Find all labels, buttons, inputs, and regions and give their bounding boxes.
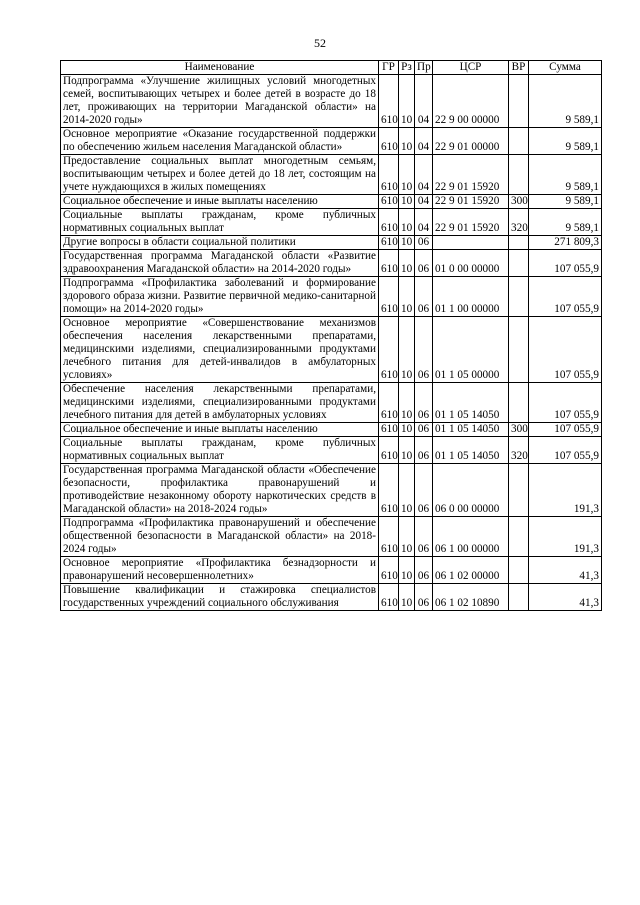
table-row — [61, 250, 602, 277]
cell-name: Повышение квалификации и стажировка специалистов государственных учреждений социального обслуживания — [61, 584, 379, 611]
cell-gr: 610 — [379, 75, 399, 128]
cell-rz: 10 — [399, 437, 415, 464]
cell-vr — [509, 557, 529, 584]
header-csr: ЦСР — [433, 61, 509, 75]
cell-name: Основное мероприятие «Оказание государственной поддержки по обеспечению жильем населения Магаданской области» — [61, 128, 379, 155]
cell-name: Подпрограмма «Профилактика правонарушений и обеспечение общественной безопасности в Магаданской области» на 2018-2024 годы» — [61, 517, 379, 557]
cell-csr: 22 9 01 15920 — [433, 155, 509, 195]
cell-rz: 10 — [399, 277, 415, 317]
cell-gr: 610 — [379, 584, 399, 611]
cell-csr: 01 1 00 00000 — [433, 277, 509, 317]
cell-gr: 610 — [379, 517, 399, 557]
cell-pr: 04 — [415, 209, 433, 236]
cell-pr: 04 — [415, 128, 433, 155]
cell-rz: 10 — [399, 383, 415, 423]
cell-vr — [509, 464, 529, 517]
cell-pr: 06 — [415, 557, 433, 584]
cell-rz: 10 — [399, 128, 415, 155]
cell-name: Подпрограмма «Профилактика заболеваний и формирование здорового образа жизни. Развитие первичной медико-санитарной помощи» на 2014-2020 годы» — [61, 277, 379, 317]
cell-gr: 610 — [379, 236, 399, 250]
cell-gr: 610 — [379, 128, 399, 155]
cell-name: Обеспечение населения лекарственными препаратами, медицинскими изделиями, специализированными продуктами лечебного питания для детей в амбулаторных условиях — [61, 383, 379, 423]
cell-csr: 01 0 00 00000 — [433, 250, 509, 277]
cell-sum: 107 055,9 — [529, 437, 602, 464]
cell-vr — [509, 155, 529, 195]
header-vr: ВР — [509, 61, 529, 75]
cell-pr: 04 — [415, 195, 433, 209]
cell-name: Основное мероприятие «Профилактика безнадзорности и правонарушений несовершеннолетних» — [61, 557, 379, 584]
cell-sum: 107 055,9 — [529, 250, 602, 277]
cell-name: Социальное обеспечение и иные выплаты населению — [61, 195, 379, 209]
cell-gr: 610 — [379, 277, 399, 317]
cell-csr: 22 9 00 00000 — [433, 75, 509, 128]
cell-name: Другие вопросы в области социальной политики — [61, 236, 379, 250]
cell-csr: 06 1 02 10890 — [433, 584, 509, 611]
table-row — [61, 236, 602, 250]
cell-csr: 06 1 00 00000 — [433, 517, 509, 557]
cell-vr: 320 — [509, 209, 529, 236]
cell-gr: 610 — [379, 195, 399, 209]
cell-name: Социальные выплаты гражданам, кроме публичных нормативных социальных выплат — [61, 209, 379, 236]
cell-rz: 10 — [399, 75, 415, 128]
header-rz: Рз — [399, 61, 415, 75]
cell-vr — [509, 75, 529, 128]
cell-rz: 10 — [399, 250, 415, 277]
cell-csr: 22 9 01 00000 — [433, 128, 509, 155]
cell-gr: 610 — [379, 557, 399, 584]
cell-name: Предоставление социальных выплат многодетным семьям, воспитывающим четырех и более детей до 18 лет, состоящим на учете нуждающихся в жилых помещениях — [61, 155, 379, 195]
cell-pr: 04 — [415, 155, 433, 195]
cell-vr — [509, 584, 529, 611]
cell-vr — [509, 383, 529, 423]
table-row — [61, 155, 602, 195]
cell-sum: 191,3 — [529, 464, 602, 517]
cell-sum: 9 589,1 — [529, 195, 602, 209]
cell-pr: 06 — [415, 383, 433, 423]
cell-pr: 06 — [415, 464, 433, 517]
cell-vr — [509, 250, 529, 277]
cell-csr: 01 1 05 00000 — [433, 317, 509, 383]
cell-name: Государственная программа Магаданской области «Развитие здравоохранения Магаданской области» на 2014-2020 годы» — [61, 250, 379, 277]
table-row — [61, 195, 602, 209]
table-row — [61, 464, 602, 517]
cell-gr: 610 — [379, 423, 399, 437]
cell-sum: 9 589,1 — [529, 209, 602, 236]
cell-pr: 06 — [415, 317, 433, 383]
cell-gr: 610 — [379, 250, 399, 277]
page-number: 52 — [314, 36, 326, 50]
cell-sum: 107 055,9 — [529, 383, 602, 423]
cell-sum: 9 589,1 — [529, 128, 602, 155]
cell-name: Социальные выплаты гражданам, кроме публичных нормативных социальных выплат — [61, 437, 379, 464]
cell-csr: 01 1 05 14050 — [433, 437, 509, 464]
table-row — [61, 437, 602, 464]
cell-csr: 22 9 01 15920 — [433, 209, 509, 236]
cell-csr — [433, 236, 509, 250]
cell-rz: 10 — [399, 584, 415, 611]
cell-name: Социальное обеспечение и иные выплаты населению — [61, 423, 379, 437]
cell-sum: 9 589,1 — [529, 155, 602, 195]
cell-pr: 04 — [415, 75, 433, 128]
cell-vr: 300 — [509, 423, 529, 437]
cell-name: Государственная программа Магаданской области «Обеспечение безопасности, профилактика правонарушений и противодействие незаконному обороту наркотических средств в Магаданской области» на 2018-2024 годы» — [61, 464, 379, 517]
cell-rz: 10 — [399, 464, 415, 517]
cell-vr — [509, 277, 529, 317]
table-row — [61, 423, 602, 437]
table-row — [61, 317, 602, 383]
table-row — [61, 277, 602, 317]
cell-rz: 10 — [399, 423, 415, 437]
cell-rz: 10 — [399, 209, 415, 236]
cell-vr — [509, 517, 529, 557]
cell-sum: 107 055,9 — [529, 317, 602, 383]
cell-rz: 10 — [399, 317, 415, 383]
cell-vr: 300 — [509, 195, 529, 209]
cell-sum: 107 055,9 — [529, 277, 602, 317]
cell-vr — [509, 236, 529, 250]
table-row — [61, 209, 602, 236]
cell-rz: 10 — [399, 155, 415, 195]
cell-gr: 610 — [379, 209, 399, 236]
cell-name: Основное мероприятие «Совершенствование механизмов обеспечения населения лекарственными препаратами, медицинскими изделиями, специализированными продуктами лечебного питания для детей-инвалидов в амбулаторных условиях» — [61, 317, 379, 383]
cell-csr: 06 0 00 00000 — [433, 464, 509, 517]
cell-gr: 610 — [379, 155, 399, 195]
cell-vr: 320 — [509, 437, 529, 464]
cell-csr: 01 1 05 14050 — [433, 383, 509, 423]
table-row — [61, 584, 602, 611]
cell-csr: 01 1 05 14050 — [433, 423, 509, 437]
cell-csr: 22 9 01 15920 — [433, 195, 509, 209]
cell-csr: 06 1 02 00000 — [433, 557, 509, 584]
header-pr: Пр — [415, 61, 433, 75]
cell-gr: 610 — [379, 317, 399, 383]
table-row — [61, 383, 602, 423]
cell-pr: 06 — [415, 236, 433, 250]
header-gr: ГР — [379, 61, 399, 75]
cell-sum: 9 589,1 — [529, 75, 602, 128]
cell-pr: 06 — [415, 584, 433, 611]
cell-sum: 191,3 — [529, 517, 602, 557]
budget-table — [60, 60, 602, 611]
header-sum: Сумма — [529, 61, 602, 75]
cell-pr: 06 — [415, 277, 433, 317]
cell-sum: 41,3 — [529, 557, 602, 584]
cell-vr — [509, 128, 529, 155]
table-header-row — [61, 61, 602, 75]
cell-gr: 610 — [379, 464, 399, 517]
table-row — [61, 517, 602, 557]
table-body — [61, 75, 602, 611]
cell-pr: 06 — [415, 517, 433, 557]
cell-gr: 610 — [379, 383, 399, 423]
cell-pr: 06 — [415, 437, 433, 464]
cell-rz: 10 — [399, 557, 415, 584]
cell-gr: 610 — [379, 437, 399, 464]
cell-pr: 06 — [415, 423, 433, 437]
cell-rz: 10 — [399, 236, 415, 250]
cell-rz: 10 — [399, 195, 415, 209]
cell-name: Подпрограмма «Улучшение жилищных условий многодетных семей, воспитывающих четырех и более детей в возрасте до 18 лет, проживающих на территории Магаданской области» на 2014-2020 годы» — [61, 75, 379, 128]
cell-sum: 271 809,3 — [529, 236, 602, 250]
table-row — [61, 557, 602, 584]
cell-sum: 107 055,9 — [529, 423, 602, 437]
cell-sum: 41,3 — [529, 584, 602, 611]
cell-rz: 10 — [399, 517, 415, 557]
header-name: Наименование — [61, 61, 379, 75]
cell-vr — [509, 317, 529, 383]
table-row — [61, 75, 602, 128]
table-row — [61, 128, 602, 155]
cell-pr: 06 — [415, 250, 433, 277]
